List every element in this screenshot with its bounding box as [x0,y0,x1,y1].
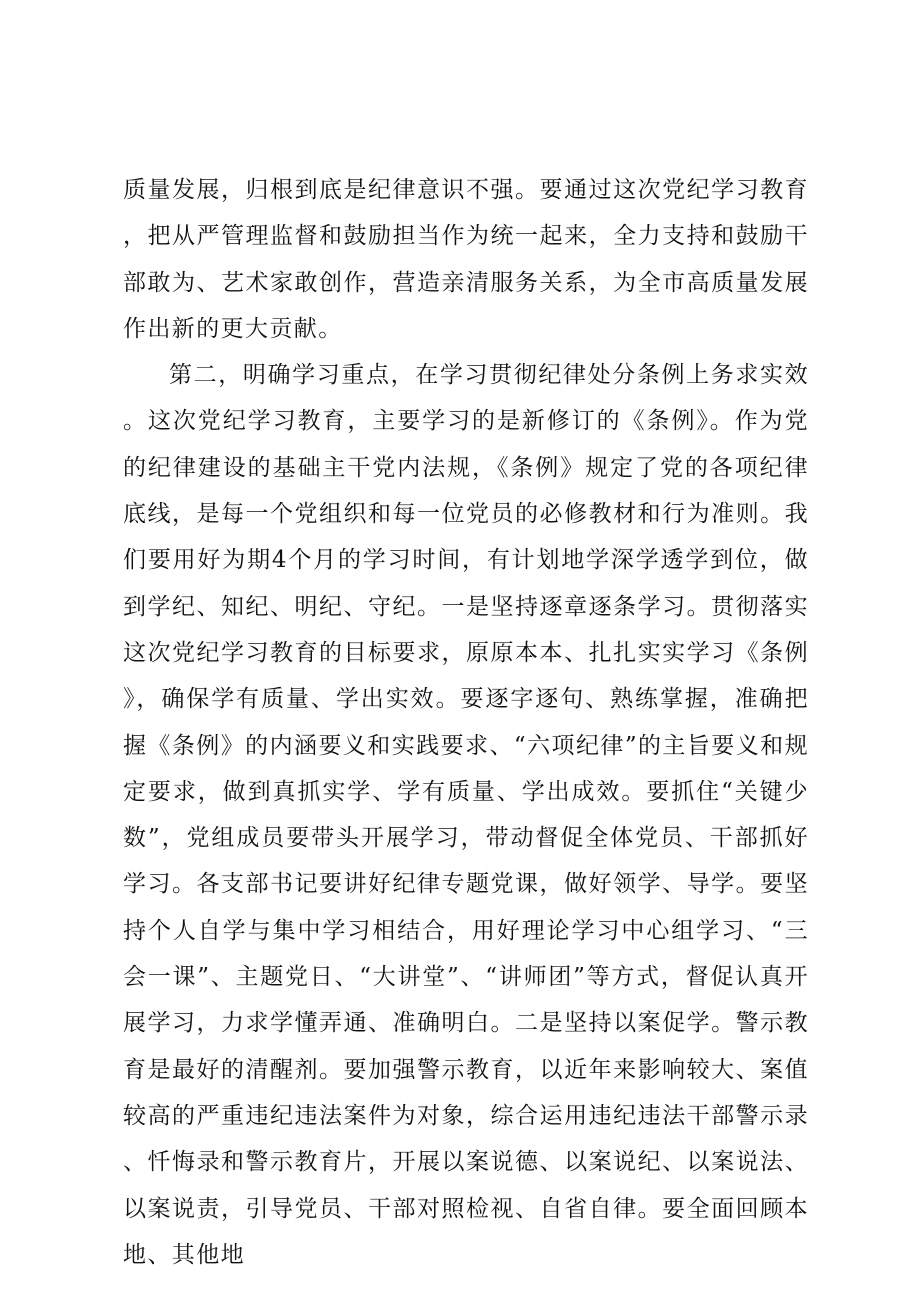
paragraph-second-point: 第二，明确学习重点，在学习贯彻纪律处分条例上务求实效。这次党纪学习教育，主要学习的是新修订的《条例》。作为党的纪律建设的基础主干党内法规，《条例》规定了党的各项纪律底线，是每一个党组织和每一位党员的必修教材和行为准则。我们要用好为期4个月的学习时间，有计划地学深学透学到位，做到学纪、知纪、明纪、守纪。一是坚持逐章逐条学习。贯彻落实这次党纪学习教育的目标要求，原原本本、扎扎实实学习《条例》，确保学有质量、学出实效。要逐字逐句、熟练掌握，准确把握《条例》的内涵要义和实践要求、“六项纪律”的主旨要义和规定要求，做到真抓实学、学有质量、学出成效。要抓住“关键少数”，党组成员要带头开展学习，带动督促全体党员、干部抓好学习。各支部书记要讲好纪律专题党课，做好领学、导学。要坚持个人自学与集中学习相结合，用好理论学习中心组学习、“三会一课”、主题党日、“大讲堂”、“讲师团”等方式，督促认真开展学习，力求学懂弄通、准确明白。二是坚持以案促学。警示教育是最好的清醒剂。要加强警示教育，以近年来影响较大、案值较高的严重违纪违法案件为对象，综合运用违纪违法干部警示录、忏悔录和警示教育片，开展以案说德、以案说纪、以案说法、以案说责，引导党员、干部对照检视、自省自律。要全面回顾本地、其他地 [123,362,809,1268]
document-body [123,167,809,1278]
paragraph-continuation: 质量发展，归根到底是纪律意识不强。要通过这次党纪学习教育，把从严管理监督和鼓励担当作为统一起来，全力支持和鼓励干部敢为、艺术家敢创作，营造亲清服务关系，为全市高质量发展作出新的更大贡献。 [123,177,809,342]
